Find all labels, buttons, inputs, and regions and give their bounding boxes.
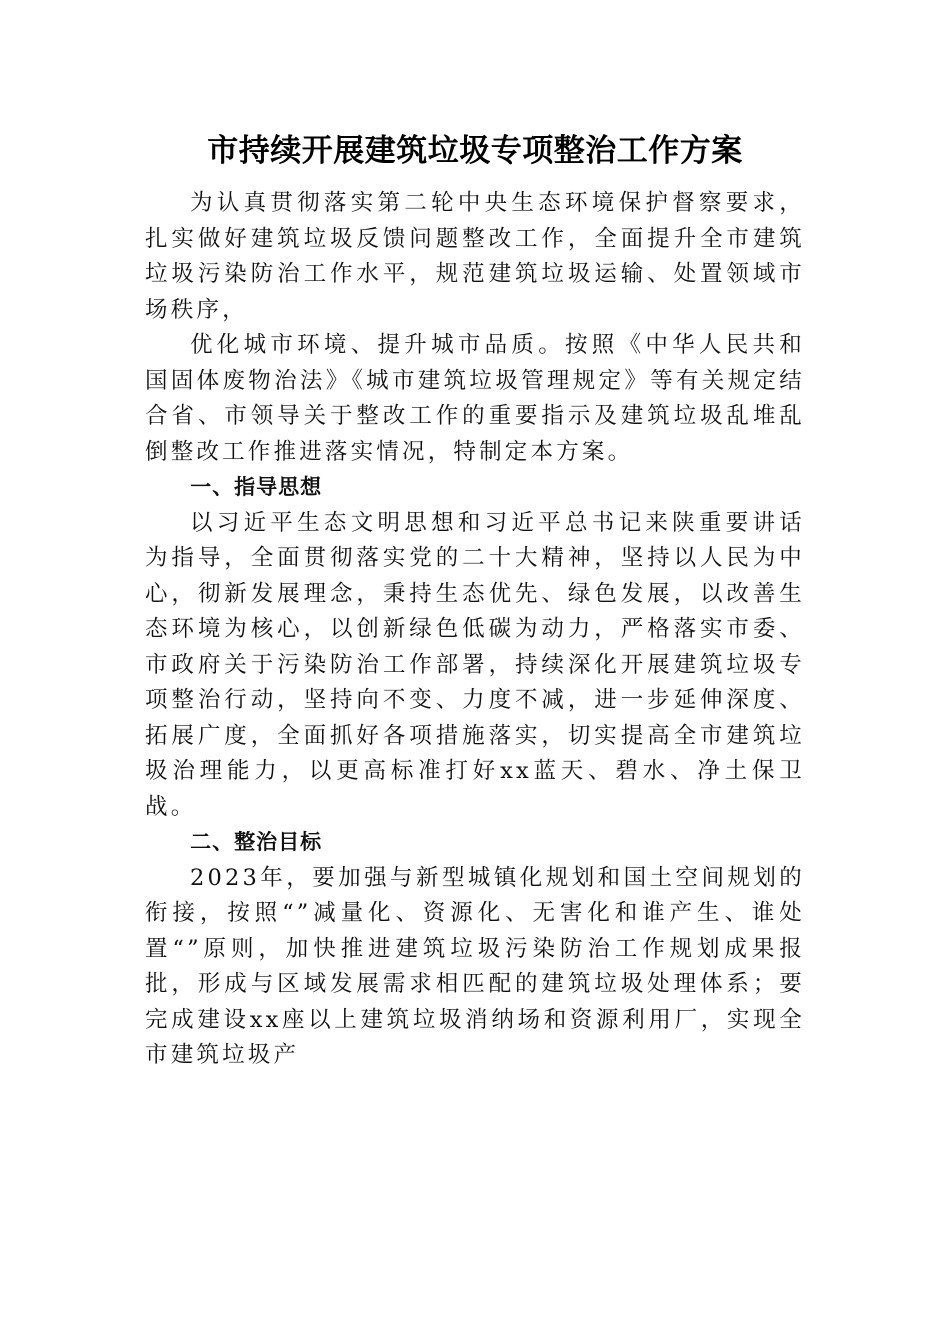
document-body xyxy=(145,128,805,1074)
section-heading-guiding-ideology: 一、指导思想 xyxy=(190,475,323,499)
intro-paragraph-1: 为认真贯彻落实第二轮中央生态环境保护督察要求，扎实做好建筑垃圾反馈问题整改工作，全面提升全市建筑垃圾污染防治工作水平，规范建筑垃圾运输、处置领域市场秩序， xyxy=(145,190,805,323)
section-body-rectification-goals: 2023年，要加强与新型城镇化规划和国土空间规划的衔接，按照“”减量化、资源化、无害化和谁产生、谁处置“”原则，加快推进建筑垃圾污染防治工作规划成果报批，形成与区域发展需求相匹配的建筑垃圾处理体系；要完成建设xx座以上建筑垃圾消纳场和资源利用厂，实现全市建筑垃圾产 xyxy=(145,864,805,1068)
section-body-guiding-ideology: 以习近平生态文明思想和习近平总书记来陕重要讲话为指导，全面贯彻落实党的二十大精神，坚持以人民为中心，彻新发展理念，秉持生态优先、绿色发展，以改善生态环境为核心，以创新绿色低碳为动力，严格落实市委、市政府关于污染防治工作部署，持续深化开展建筑垃圾专项整治行动，坚持向不变、力度不减，进一步延伸深度、拓展广度，全面抓好各项措施落实，切实提高全市建筑垃圾治理能力，以更高标准打好xx蓝天、碧水、净土保卫战。 xyxy=(145,509,805,820)
intro-paragraph-2: 优化城市环境、提升城市品质。按照《中华人民共和国固体废物治法》《城市建筑垃圾管理规定》等有关规定结合省、市领导关于整改工作的重要指示及建筑垃圾乱堆乱倒整改工作推进落实情况，特制定本方案。 xyxy=(145,332,805,465)
document-title: 市持续开展建筑垃圾专项整治工作方案 xyxy=(207,133,743,169)
section-heading-rectification-goals: 二、整治目标 xyxy=(190,830,323,854)
